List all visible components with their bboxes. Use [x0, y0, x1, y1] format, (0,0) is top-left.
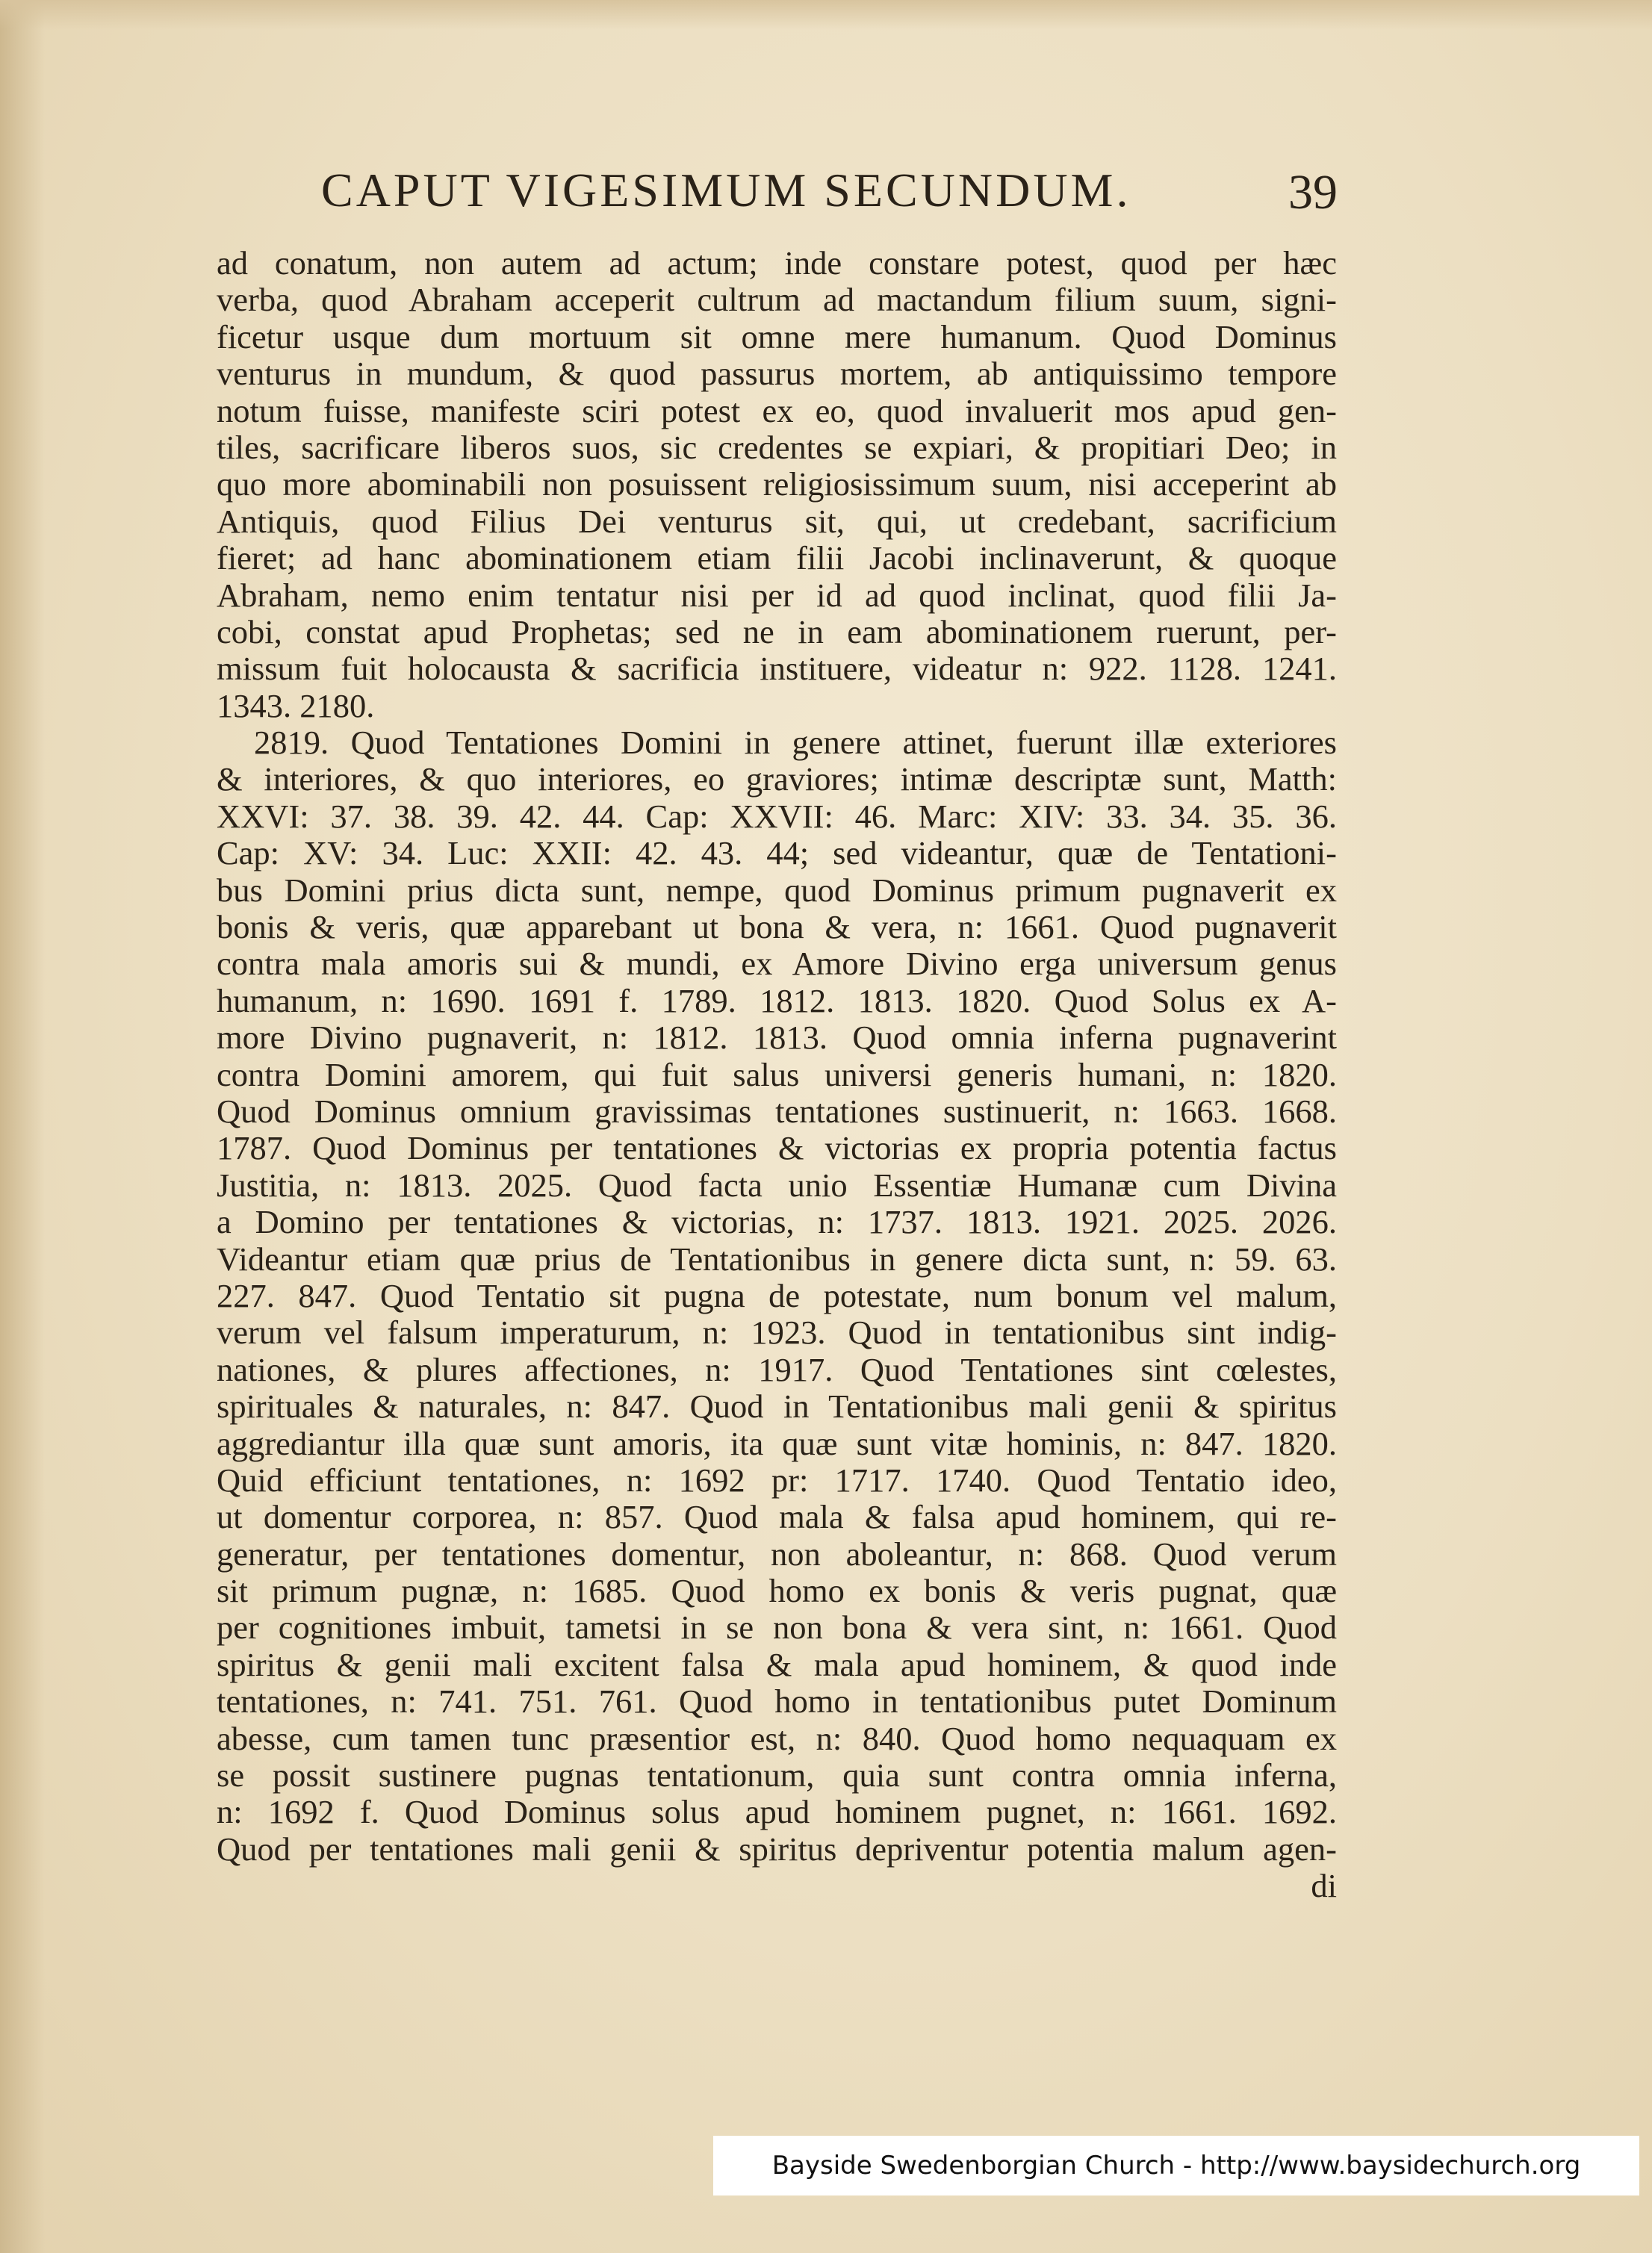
paragraph-continuation	[217, 245, 1337, 724]
text-line: ficetur usque dum mortuum sit omne mere humanum. Quod Dominus	[217, 317, 1337, 355]
running-header	[321, 163, 1352, 230]
text-line: n: 1692 f. Quod Dominus solus apud hominem pugnet, n: 1661. 1692.	[217, 1793, 1337, 1831]
page-top-shadow	[0, 0, 1652, 30]
text-line: cobi, constat apud Prophetas; sed ne in eam abominationem ruerunt, per-	[217, 612, 1337, 650]
text-line: bonis & veris, quæ apparebant ut bona & vera, n: 1661. Quod pugnaverit	[217, 908, 1337, 946]
text-line: Quod per tentationes mali genii & spiritus depriventur potentia malum agen-	[217, 1830, 1337, 1868]
text-line: missum fuit holocausta & sacrificia instituere, videatur n: 922. 1128. 1241.	[217, 650, 1337, 688]
text-line: tiles, sacrificare liberos suos, sic credentes se expiari, & propitiari Deo; in	[217, 428, 1337, 466]
catchword: di	[1311, 1867, 1337, 1905]
text-line: Videantur etiam quæ prius de Tentationibus in genere dicta sunt, n: 59. 63.	[217, 1240, 1337, 1278]
text-line: a Domino per tentationes & victorias, n: 1737. 1813. 1921. 2025. 2026.	[217, 1203, 1337, 1241]
text-line: contra Domini amorem, qui fuit salus universi generis humani, n: 1820.	[217, 1055, 1337, 1093]
text-line: abesse, cum tamen tunc præsentior est, n: 840. Quod homo nequaquam ex	[217, 1719, 1337, 1757]
text-line: verum vel falsum imperaturum, n: 1923. Quod in tentationibus sint indig-	[217, 1314, 1337, 1352]
chapter-title: CAPUT VIGESIMUM SECUNDUM.	[321, 164, 1131, 217]
text-line: ad conatum, non autem ad actum; inde constare potest, quod per hæc	[217, 244, 1337, 282]
text-line: XXVI: 37. 38. 39. 42. 44. Cap: XXVII: 46. Marc: XIV: 33. 34. 35. 36.	[217, 797, 1337, 835]
text-line: 227. 847. Quod Tentatio sit pugna de potestate, num bonum vel malum,	[217, 1276, 1337, 1314]
text-line: Antiquis, quod Filius Dei venturus sit, qui, ut credebant, sacrificium	[217, 502, 1337, 540]
text-line: & interiores, & quo interiores, eo graviores; intimæ descriptæ sunt, Matth:	[217, 760, 1337, 798]
text-line: ut domentur corporea, n: 857. Quod mala & falsa apud hominem, qui re-	[217, 1498, 1337, 1536]
body-text	[217, 245, 1337, 1905]
text-line: Abraham, nemo enim tentatur nisi per id ad quod inclinat, quod filii Ja-	[217, 576, 1337, 614]
page-edge-shadow	[0, 0, 45, 2253]
text-line: fieret; ad hanc abominationem etiam filii Jacobi inclinaverunt, & quoque	[217, 539, 1337, 577]
text-line: Justitia, n: 1813. 2025. Quod facta unio Essentiæ Humanæ cum Divina	[217, 1166, 1337, 1204]
text-line: Quid efficiunt tentationes, n: 1692 pr: 1717. 1740. Quod Tentatio ideo,	[217, 1461, 1337, 1499]
text-line: 1343. 2180.	[217, 686, 375, 724]
text-line: Quod Dominus omnium gravissimas tentationes sustinuerit, n: 1663. 1668.	[217, 1092, 1337, 1130]
text-line: se possit sustinere pugnas tentationum, quia sunt contra omnia inferna,	[217, 1756, 1337, 1794]
text-line: aggrediantur illa quæ sunt amoris, ita quæ sunt vitæ hominis, n: 847. 1820.	[217, 1424, 1337, 1462]
text-line: more Divino pugnaverit, n: 1812. 1813. Quod omnia inferna pugnaverint	[217, 1019, 1337, 1057]
text-line: contra mala amoris sui & mundi, ex Amore Divino erga universum genus	[217, 945, 1337, 983]
text-line: humanum, n: 1690. 1691 f. 1789. 1812. 1813. 1820. Quod Solus ex A-	[217, 981, 1337, 1019]
text-line: tentationes, n: 741. 751. 761. Quod homo in tentationibus putet Dominum	[217, 1682, 1337, 1721]
page-number: 39	[1288, 165, 1338, 220]
watermark-banner	[713, 2136, 1639, 2195]
text-line: quo more abominabili non posuissent religiosissimum suum, nisi acceperint ab	[217, 465, 1337, 503]
text-line: sit primum pugnæ, n: 1685. Quod homo ex bonis & veris pugnat, quæ	[217, 1572, 1337, 1610]
paragraph-2819	[217, 724, 1337, 1868]
text-line: venturus in mundum, & quod passurus mortem, ab antiquissimo tempore	[217, 355, 1337, 393]
text-line: nationes, & plures affectiones, n: 1917. Quod Tentationes sint cœlestes,	[217, 1350, 1337, 1388]
watermark-text: Bayside Swedenborgian Church - http://www.baysidechurch.org	[771, 2151, 1581, 2181]
text-line: generatur, per tentationes domentur, non aboleantur, n: 868. Quod verum	[217, 1535, 1337, 1573]
text-line: spirituales & naturales, n: 847. Quod in Tentationibus mali genii & spiritus	[217, 1387, 1337, 1426]
text-line: per cognitiones imbuit, tametsi in se non bona & vera sint, n: 1661. Quod	[217, 1609, 1337, 1647]
text-line: Cap: XV: 34. Luc: XXII: 42. 43. 44; sed videantur, quæ de Tentationi-	[217, 834, 1337, 872]
text-line: verba, quod Abraham acceperit cultrum ad mactandum filium suum, signi-	[217, 281, 1337, 319]
text-line: bus Domini prius dicta sunt, nempe, quod Dominus primum pugnaverit ex	[217, 871, 1337, 909]
text-line: 1787. Quod Dominus per tentationes & victorias ex propria potentia factus	[217, 1129, 1337, 1167]
text-line: spiritus & genii mali excitent falsa & mala apud hominem, & quod inde	[217, 1645, 1337, 1683]
text-line: notum fuisse, manifeste sciri potest ex eo, quod invaluerit mos apud gen-	[217, 391, 1337, 429]
text-line: 2819. Quod Tentationes Domini in genere attinet, fuerunt illæ exteriores	[254, 724, 1337, 762]
